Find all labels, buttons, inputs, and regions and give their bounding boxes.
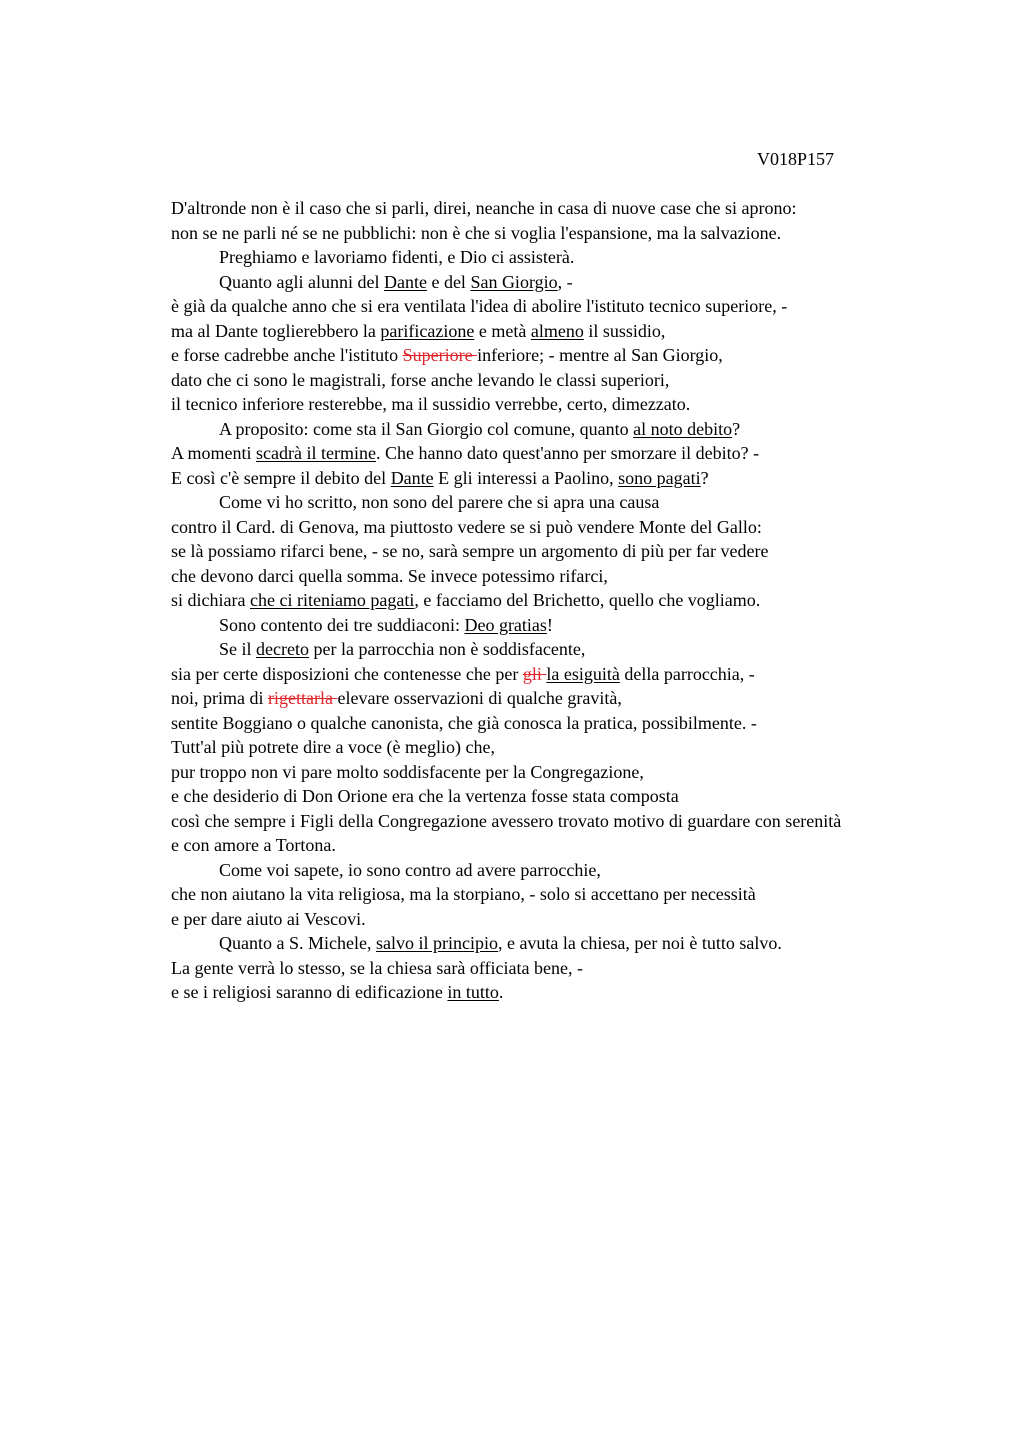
text-segment: e con amore a Tortona.	[171, 835, 336, 855]
text-segment: sia per certe disposizioni che contenesse che per	[171, 663, 523, 684]
text-segment: ?	[700, 467, 709, 488]
text-segment: e per dare aiuto ai Vescovi.	[171, 908, 366, 929]
text-line	[171, 711, 971, 736]
text-segment: se là possiamo rifarci bene, - se no, sarà sempre un argomento di più per far vedere	[171, 541, 769, 561]
text-segment: e del	[426, 271, 471, 292]
text-line	[171, 882, 971, 907]
text-line	[171, 515, 971, 540]
text-segment: A proposito: come sta il San Giorgio col comune, quanto	[219, 418, 634, 439]
text-segment: si dichiara	[171, 590, 250, 610]
text-segment: .	[498, 982, 504, 1002]
text-segment: è già da qualche anno che si era ventilata l'idea di abolire l'istituto tecnico superiore, -	[171, 296, 788, 316]
text-line	[171, 980, 971, 1005]
text-line	[171, 417, 971, 442]
text-line	[171, 613, 971, 638]
text-segment: che devono darci quella somma. Se invece potessimo rifarci,	[171, 565, 608, 586]
text-segment: pur troppo non vi pare molto soddisfacente per la Congregazione,	[171, 761, 644, 782]
text-line	[171, 539, 971, 564]
text-segment: A momenti	[171, 443, 256, 463]
text-line	[171, 833, 971, 858]
text-line	[171, 858, 971, 883]
text-line	[171, 956, 971, 981]
text-line	[171, 564, 971, 589]
underlined-text: San Giorgio	[470, 271, 558, 292]
text-line	[171, 343, 971, 368]
text-line	[171, 809, 971, 834]
text-segment: della parrocchia, -	[619, 663, 755, 684]
letter-body	[171, 196, 971, 1005]
text-line	[171, 319, 971, 344]
text-segment: e se i religiosi saranno di edificazione	[171, 982, 448, 1002]
underlined-text: in tutto	[447, 982, 499, 1002]
text-segment: noi, prima di	[171, 688, 268, 708]
text-segment: dato che ci sono le magistrali, forse anche levando le classi superiori,	[171, 369, 670, 390]
text-line	[171, 294, 971, 319]
text-segment: , -	[557, 271, 573, 292]
text-segment: E così c'è sempre il debito del	[171, 467, 391, 488]
underlined-text: la esiguità	[546, 663, 620, 684]
underlined-text: al noto debito	[633, 418, 733, 439]
text-segment: per la parrocchia non è soddisfacente,	[308, 639, 586, 659]
text-segment: il sussidio,	[583, 320, 666, 341]
text-line	[171, 392, 971, 417]
text-line	[171, 466, 971, 491]
text-segment: . Che hanno dato quest'anno per smorzare il debito? -	[375, 443, 760, 463]
text-line	[171, 245, 971, 270]
text-segment: Tutt'al più potrete dire a voce (è meglio) che,	[171, 737, 495, 757]
text-line	[171, 907, 971, 932]
text-line	[171, 784, 971, 809]
text-segment: !	[546, 614, 553, 635]
text-segment: Come voi sapete, io sono contro ad avere parrocchie,	[219, 859, 601, 880]
text-line	[171, 270, 971, 295]
text-segment: , e facciamo del Brichetto, quello che vogliamo.	[414, 590, 761, 610]
underlined-text: salvo il principio	[375, 933, 498, 953]
text-line	[171, 221, 971, 246]
text-segment: che non aiutano la vita religiosa, ma la storpiano, - solo si accettano per necessità	[171, 884, 756, 904]
deleted-text: rigettarla	[268, 688, 338, 708]
underlined-text: Dante	[390, 467, 434, 488]
text-segment: e forse cadrebbe anche l'istituto	[171, 345, 403, 365]
text-segment: Sono contento dei tre suddiaconi:	[219, 614, 465, 635]
text-segment: non se ne parli né se ne pubblichi: non è che si voglia l'espansione, ma la salvazione.	[171, 222, 782, 243]
text-segment: Preghiamo e lavoriamo fidenti, e Dio ci assisterà.	[219, 247, 575, 267]
text-line	[171, 441, 971, 466]
text-line	[171, 686, 971, 711]
text-segment: e metà	[474, 320, 531, 341]
text-line	[171, 760, 971, 785]
text-line	[171, 368, 971, 393]
underlined-text: Dante	[383, 271, 427, 292]
text-segment: sentite Boggiano o qualche canonista, che già conosca la pratica, possibilmente. -	[171, 712, 757, 733]
underlined-text: sono pagati	[618, 467, 701, 488]
underlined-text: scadrà il termine	[256, 443, 376, 463]
text-line	[171, 490, 971, 515]
text-segment: Come vi ho scritto, non sono del parere che si apra una causa	[219, 492, 660, 512]
text-segment: La gente verrà lo stesso, se la chiesa sarà officiata bene, -	[171, 957, 583, 978]
deleted-text: gli	[522, 663, 547, 684]
text-segment: E gli interessi a Paolino,	[433, 467, 619, 488]
underlined-text: Deo gratias	[464, 614, 547, 635]
text-segment: e che desiderio di Don Orione era che la vertenza fosse stata composta	[171, 786, 679, 806]
text-segment: ma al Dante toglierebbero la	[171, 320, 381, 341]
text-segment: , e avuta la chiesa, per noi è tutto salvo.	[497, 933, 782, 953]
text-segment: inferiore; - mentre al San Giorgio,	[477, 345, 723, 365]
text-segment: elevare osservazioni di qualche gravità,	[337, 688, 622, 708]
text-segment: ?	[732, 418, 741, 439]
text-segment: il tecnico inferiore resterebbe, ma il sussidio verrebbe, certo, dimezzato.	[171, 394, 691, 414]
deleted-text: Superiore	[402, 345, 478, 365]
text-segment: Quanto a S. Michele,	[219, 933, 376, 953]
text-line	[171, 196, 971, 221]
text-line	[171, 588, 971, 613]
text-line	[171, 637, 971, 662]
text-segment: contro il Card. di Genova, ma piuttosto vedere se si può vendere Monte del Gallo:	[171, 516, 762, 537]
underlined-text: parificazione	[380, 320, 475, 341]
text-line	[171, 931, 971, 956]
text-segment: D'altronde non è il caso che si parli, direi, neanche in casa di nuove case che si aprono:	[171, 198, 797, 218]
text-segment: Se il	[219, 639, 257, 659]
underlined-text: almeno	[530, 320, 584, 341]
page-reference: V018P157	[757, 149, 835, 169]
underlined-text: che ci riteniamo pagati	[249, 590, 415, 610]
underlined-text: decreto	[256, 639, 309, 659]
text-line	[171, 662, 971, 687]
text-segment: così che sempre i Figli della Congregazione avessero trovato motivo di guardare con serenità	[171, 810, 842, 831]
text-segment: Quanto agli alunni del	[219, 271, 384, 292]
text-line	[171, 735, 971, 760]
